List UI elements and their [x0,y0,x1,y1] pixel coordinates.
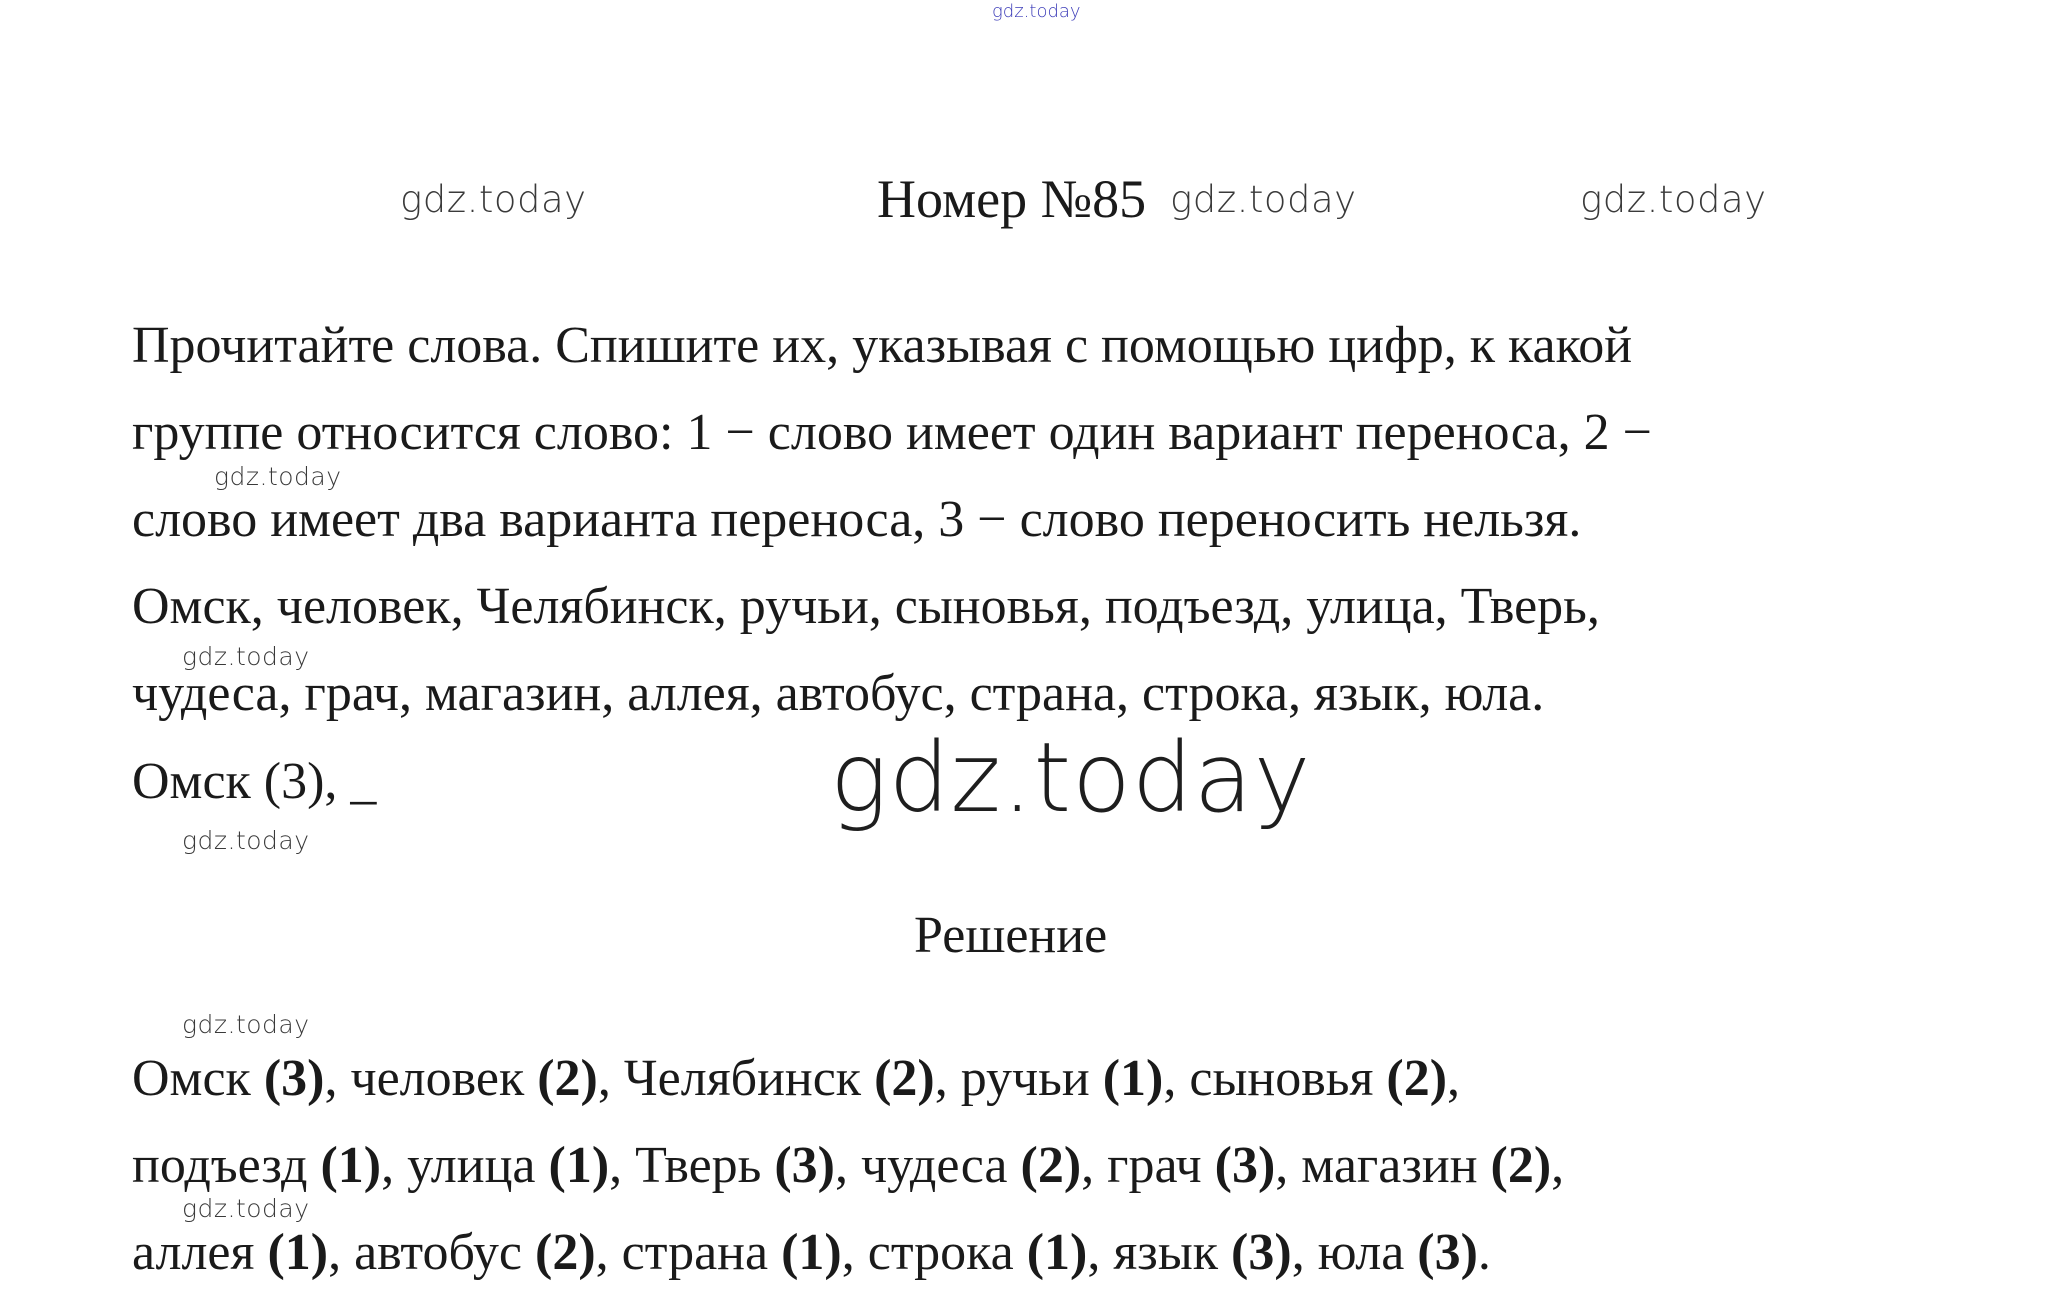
answer-word: Челябинск [623,1050,862,1107]
watermark-left-4: gdz.today [182,1010,310,1039]
answer-number: (1) [320,1137,382,1194]
task-line: Прочитайте слова. Спишите их, указывая с помощью цифр, к какой [132,317,1633,374]
answer-word: грач [1107,1137,1202,1194]
answer-word: Тверь [635,1137,762,1194]
answer-word: улица [407,1137,536,1194]
answer-number: (1) [267,1224,329,1281]
answer-number: (2) [1020,1137,1082,1194]
answer-number: (2) [874,1050,935,1107]
watermark-left-2: gdz.today [182,642,310,671]
watermark-center-big: gdz.today [830,722,1312,834]
answer-word: аллея [132,1224,255,1281]
watermark-left-3: gdz.today [182,826,310,855]
answer-number: (1) [1102,1050,1164,1107]
answer-number: (2) [535,1224,596,1281]
answer-number: (3) [1417,1224,1478,1281]
watermark-left-5: gdz.today [182,1194,310,1223]
answer-line-2: подъезд (1), улица (1), Тверь (3), чудеса (2), грач (3), магазин (2), [132,1137,1565,1194]
answer-word: автобус [354,1224,523,1281]
watermark-header-mid: gdz.today [1170,178,1357,221]
watermark-header-left: gdz.today [400,178,587,221]
answer-number: (3) [263,1050,325,1107]
answer-word: чудеса [861,1137,1008,1194]
answer-word: страна [621,1224,769,1281]
watermark-header-right: gdz.today [1580,178,1767,221]
answer-line-1: Омск (3), человек (2), Челябинск (2), ручьи (1), сыновья (2), [132,1050,1461,1107]
answer-word: юла [1317,1224,1405,1281]
answer-word: строка [867,1224,1014,1281]
answer-word: человек [350,1050,525,1107]
solution-heading: Решение [914,907,1108,964]
answer-number: (3) [1231,1224,1292,1281]
watermark-top: gdz.today [992,1,1081,22]
task-line: группе относится слово: 1 − слово имеет один вариант переноса, 2 − [132,404,1652,461]
watermark-left-1: gdz.today [214,462,342,491]
answer-number: (2) [1490,1137,1552,1194]
answer-number: (2) [537,1050,598,1107]
answer-number: (1) [548,1137,610,1194]
answer-word: сыновья [1189,1050,1374,1107]
answer-word: подъезд [132,1137,308,1194]
task-line: Омск (3), _ [132,753,377,810]
answer-number: (1) [1026,1224,1088,1281]
answer-line-3: аллея (1), автобус (2), страна (1), строка (1), язык (3), юла (3). [132,1224,1491,1281]
answer-number: (3) [774,1137,835,1194]
answer-number: (2) [1386,1050,1448,1107]
answer-number: (1) [781,1224,842,1281]
task-line: слово имеет два варианта переноса, 3 − слово переносить нельзя. [132,491,1582,548]
answer-word: ручьи [960,1050,1090,1107]
answer-word: магазин [1301,1137,1478,1194]
answer-word: Омск [132,1050,251,1107]
task-line: Омск, человек, Челябинск, ручьи, сыновья, подъезд, улица, Тверь, [132,578,1600,635]
task-line: чудеса, грач, магазин, аллея, автобус, страна, строка, язык, юла. [132,665,1545,722]
answer-word: язык [1113,1224,1219,1281]
answer-number: (3) [1214,1137,1276,1194]
page-title: Номер №85 [877,169,1147,229]
